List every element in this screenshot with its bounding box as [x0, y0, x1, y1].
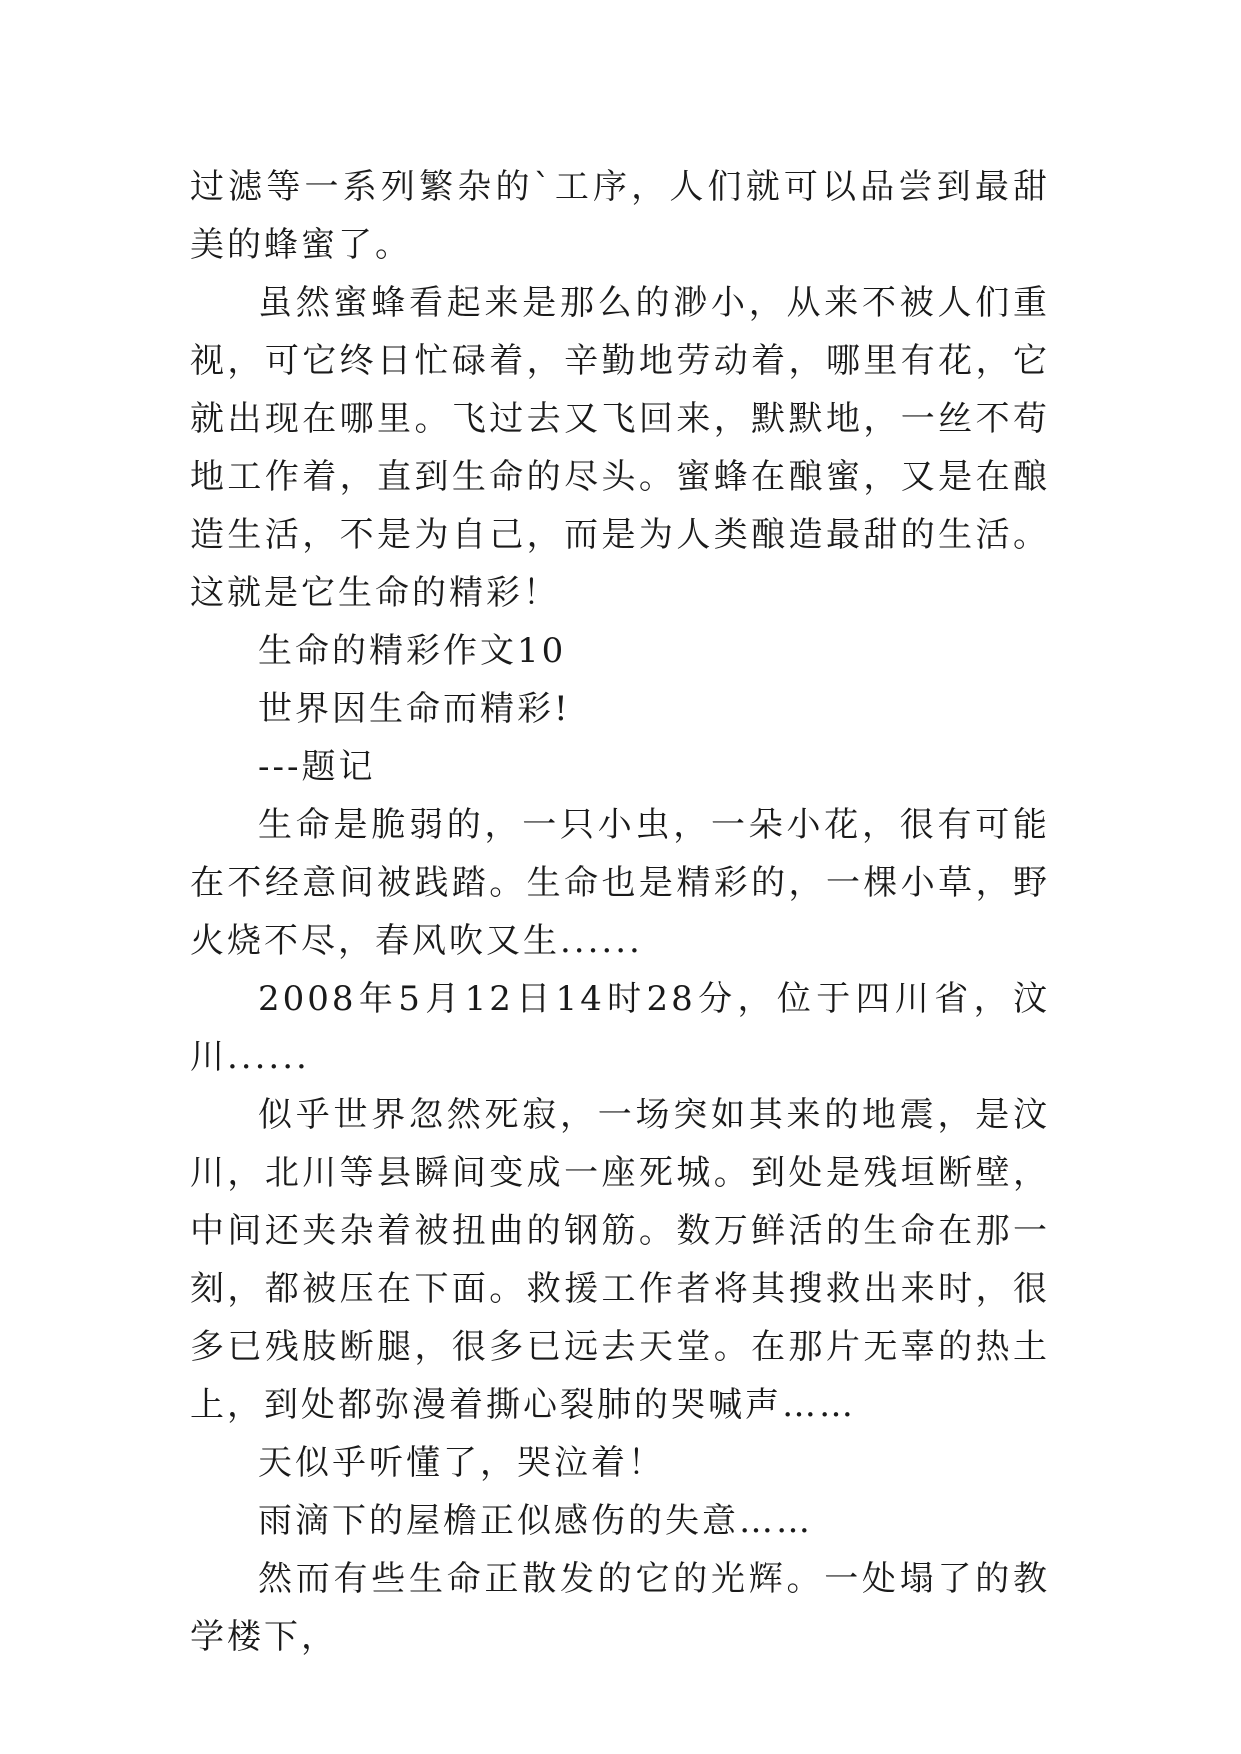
paragraph-continuation: 过滤等一系列繁杂的`工序，人们就可以品尝到最甜美的蜂蜜了。 [190, 167, 1050, 265]
paragraph-date: 2008年5月12日14时28分，位于四川省，汶川...... [190, 979, 1050, 1077]
paragraph-bee: 虽然蜜蜂看起来是那么的渺小，从来不被人们重视，可它终日忙碌着，辛勤地劳动着，哪里有花，它就出现在哪里。飞过去又飞回来，默默地，一丝不苟地工作着，直到生命的尽头。蜜蜂在酿蜜，又是在酿造生活，不是为自己，而是为人类酿造最甜的生活。这就是它生命的精彩！ [190, 283, 1050, 613]
epigraph: 世界因生命而精彩! [258, 689, 571, 729]
paragraph-sky: 天似乎听懂了，哭泣着！ [258, 1443, 665, 1483]
essay-title: 生命的精彩作文10 [258, 631, 567, 671]
paragraph-earthquake: 似乎世界忽然死寂，一场突如其来的地震，是汶川，北川等县瞬间变成一座死城。到处是残垣断壁，中间还夹杂着被扭曲的钢筋。数万鲜活的生命在那一刻，都被压在下面。救援工作者将其搜救出来时，很多已残肢断腿，很多已远去天堂。在那片无辜的热土上，到处都弥漫着撕心裂肺的哭喊声…… [190, 1095, 1050, 1425]
paragraph-rain: 雨滴下的屋檐正似感伤的失意…… [258, 1501, 813, 1541]
paragraph-light: 然而有些生命正散发的它的光辉。一处塌了的教学楼下， [190, 1559, 1050, 1657]
document-page [190, 158, 1050, 1666]
epigraph-attribution: ---题记 [258, 747, 376, 787]
paragraph-fragile-life: 生命是脆弱的，一只小虫，一朵小花，很有可能在不经意间被践踏。生命也是精彩的，一棵小草，野火烧不尽，春风吹又生...... [190, 805, 1050, 961]
